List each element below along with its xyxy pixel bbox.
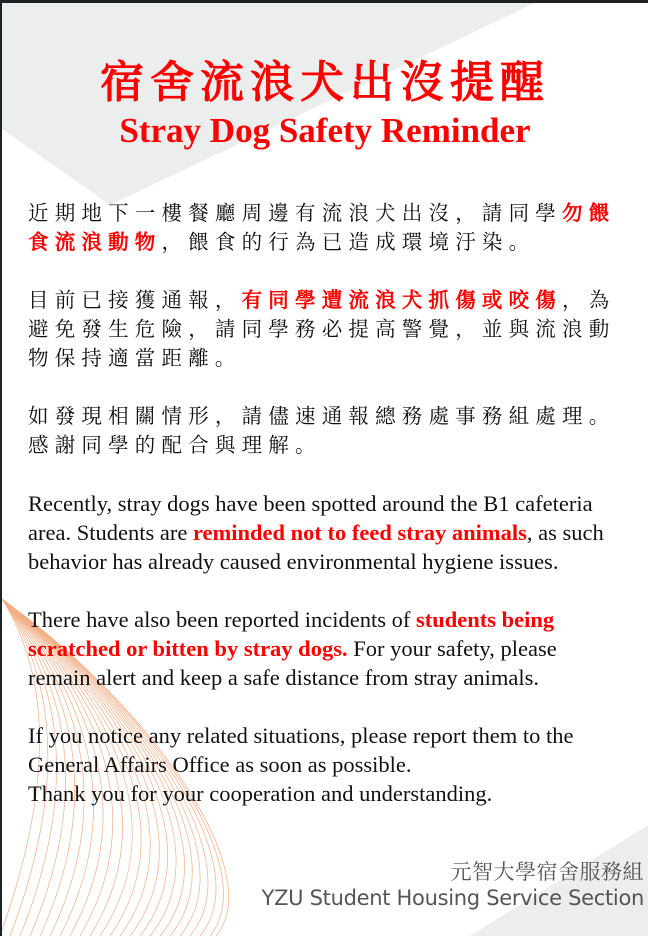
title-english: Stray Dog Safety Reminder: [119, 111, 531, 150]
paragraph-en-injury: [28, 605, 618, 692]
text: , as such behavior has already caused environmental hygiene issues.: [28, 520, 604, 574]
text: Recently, stray dogs have been spotted around the B1 cafeteria area. Students are: [28, 491, 593, 545]
text: If you notice any related situations, please report them to the General Affairs Office as soon as possible.: [28, 723, 574, 777]
highlight-no-feeding-en: reminded not to feed stray animals: [192, 520, 527, 545]
text: 如發現相關情形，請儘速通報總務處事務組處理。感謝同學的配合與理解。: [28, 404, 616, 457]
text: 近期地下一樓餐廳周邊有流浪犬出沒，請同學: [28, 201, 562, 225]
highlight-injury: 有同學遭流浪犬抓傷或咬傷: [241, 288, 563, 312]
text: There have also been reported incidents of: [28, 607, 416, 632]
thank-you-text: Thank you for your cooperation and understanding.: [28, 781, 493, 806]
highlight-no-feeding: 勿餵食流浪動物: [28, 201, 616, 254]
footer-signature: [262, 859, 644, 911]
paragraph-cn-feeding: [28, 199, 618, 257]
paragraph-en-report: [28, 721, 618, 808]
footer-chinese: 元智大學宿舍服務組: [450, 860, 644, 884]
paragraph-cn-report: [28, 402, 618, 460]
notice-body: [28, 199, 618, 808]
paragraph-cn-injury: [28, 286, 618, 373]
footer-english: YZU Student Housing Service Section: [261, 886, 644, 910]
text: For your safety, please remain alert and keep a safe distance from stray animals.: [28, 636, 557, 690]
notice-page: [2, 3, 648, 936]
title-chinese: 宿舍流浪犬出沒提醒: [100, 57, 550, 108]
paragraph-en-feeding: [28, 489, 618, 576]
highlight-injury-en: students being scratched or bitten by stray dogs.: [28, 607, 555, 661]
text: ，餵食的行為已造成環境汙染。: [161, 230, 536, 254]
text: ，為避免發生危險，請同學務必提高警覺，並與流浪動物保持適當距離。: [28, 288, 616, 370]
text: 目前已接獲通報，: [28, 288, 242, 312]
